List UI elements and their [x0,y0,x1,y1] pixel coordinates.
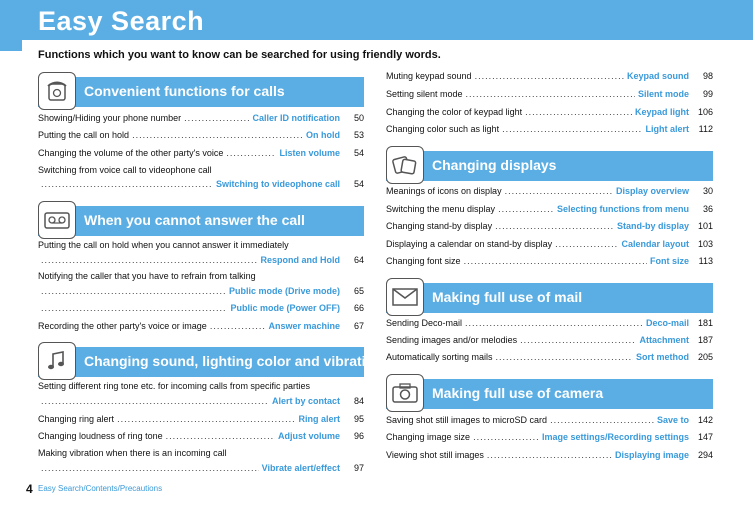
list-item[interactable]: Changing the volume of the other party's voice ..... Listen volume 54 [38,148,364,159]
link[interactable]: Keypad light [634,107,689,117]
link[interactable]: Deco-mail [645,318,689,328]
page-title: Easy Search [38,6,205,36]
list-item[interactable]: Changing ring alert ..... Ring alert 95 [38,414,364,425]
section-title-cannot-answer: When you cannot answer the call [84,212,305,228]
section-title-calls: Convenient functions for calls [84,83,285,99]
list-item[interactable]: Sending Deco-mail ..... Deco-mail 181 [386,318,713,329]
list-item[interactable]: Setting silent mode ..... Silent mode 99 [386,89,713,100]
list-item-text: Making vibration when there is an incoming call [38,448,227,458]
link[interactable]: Attachment [639,335,689,345]
list-item[interactable]: Changing color such as light ..... Light alert 112 [386,124,713,135]
link[interactable]: Switching to videophone call [215,179,340,189]
list-item[interactable]: Changing stand-by display ..... Stand-by display 101 [386,221,713,232]
link[interactable]: Light alert [645,124,689,134]
section-header-mail [386,283,713,313]
list-item[interactable]: Changing loudness of ring tone ..... Adjust volume 96 [38,431,364,442]
list-item[interactable]: Switching the menu display ..... Selecting functions from menu 36 [386,204,713,215]
list-item[interactable]: Changing image size ..... Image settings/Recording settings 147 [386,432,713,443]
envelope-icon [386,278,424,316]
list-item[interactable]: ..... Switching to videophone call 54 [38,179,364,190]
link[interactable]: Answer machine [268,321,340,331]
camera-icon [386,374,424,412]
list-item-text: Setting different ring tone etc. for incoming calls from specific parties [38,381,310,391]
list-item-text: Notifying the caller that you have to refrain from talking [38,271,256,281]
list-item[interactable]: Automatically sorting mails ..... Sort method 205 [386,352,713,363]
link[interactable]: Public mode (Power OFF) [230,303,340,313]
list-item[interactable]: Showing/Hiding your phone number ..... Caller ID notification 50 [38,113,364,124]
list-item[interactable]: Changing font size ..... Font size 113 [386,256,713,267]
section-title-camera: Making full use of camera [432,385,604,401]
section-title-mail: Making full use of mail [432,289,583,305]
list-item[interactable]: ..... Respond and Hold 64 [38,255,364,266]
section-header-calls [38,77,364,107]
list-item[interactable]: ..... Alert by contact 84 [38,396,364,407]
header-tab-decoration [0,40,22,51]
list-item[interactable]: Muting keypad sound ..... Keypad sound 98 [386,71,713,82]
list-item[interactable]: Putting the call on hold ..... On hold 53 [38,130,364,141]
link[interactable]: Calendar layout [621,239,689,249]
link[interactable]: Sort method [636,352,689,362]
music-note-icon [38,342,76,380]
link[interactable]: Respond and Hold [260,255,340,265]
link[interactable]: Save to [656,415,689,425]
link[interactable]: Font size [649,256,689,266]
section-header-displays [386,151,713,181]
link[interactable]: Selecting functions from menu [556,204,689,214]
list-item[interactable]: Recording the other party's voice or image ..... Answer machine 67 [38,321,364,332]
list-item[interactable]: Changing the color of keypad light ..... Keypad light 106 [386,107,713,118]
page-subtitle: Functions which you want to know can be searched for using friendly words. [38,49,441,61]
list-item[interactable]: Meanings of icons on display ..... Display overview 30 [386,186,713,197]
section-title-sound: Changing sound, lighting color and vibration [84,353,383,369]
list-item[interactable]: Displaying a calendar on stand-by display ..... Calendar layout 103 [386,239,713,250]
link[interactable]: Adjust volume [277,431,340,441]
list-item[interactable]: Viewing shot still images ..... Displaying image 294 [386,450,713,461]
list-item[interactable]: ..... Vibrate alert/effect 97 [38,463,364,474]
link[interactable]: Stand-by display [616,221,689,231]
list-item-text: Putting the call on hold when you cannot answer it immediately [38,240,289,250]
phone-icon [38,72,76,110]
list-item[interactable]: Saving shot still images to microSD card ..... Save to 142 [386,415,713,426]
link[interactable]: Displaying image [614,450,689,460]
link[interactable]: Silent mode [637,89,689,99]
link[interactable]: Caller ID notification [252,113,340,123]
link[interactable]: Vibrate alert/effect [261,463,340,473]
display-icon [386,146,424,184]
list-item[interactable]: ..... Public mode (Power OFF) 66 [38,303,364,314]
link[interactable]: Public mode (Drive mode) [228,286,340,296]
header-bar [0,0,753,40]
footer-breadcrumb[interactable]: Easy Search/Contents/Precautions [38,484,163,493]
answering-machine-icon [38,201,76,239]
section-header-cannot-answer [38,206,364,236]
section-title-displays: Changing displays [432,157,557,173]
section-header-sound [38,347,383,377]
list-item[interactable]: Sending images and/or melodies ..... Attachment 187 [386,335,713,346]
link[interactable]: Alert by contact [271,396,340,406]
list-item-text: Switching from voice call to videophone call [38,165,212,175]
link[interactable]: Display overview [615,186,689,196]
link[interactable]: Keypad sound [626,71,689,81]
page-number: 4 [26,482,33,496]
link[interactable]: On hold [306,130,340,140]
link[interactable]: Listen volume [279,148,340,158]
link[interactable]: Ring alert [298,414,340,424]
section-header-camera [386,379,713,409]
list-item[interactable]: ..... Public mode (Drive mode) 65 [38,286,364,297]
link[interactable]: Image settings/Recording settings [541,432,689,442]
